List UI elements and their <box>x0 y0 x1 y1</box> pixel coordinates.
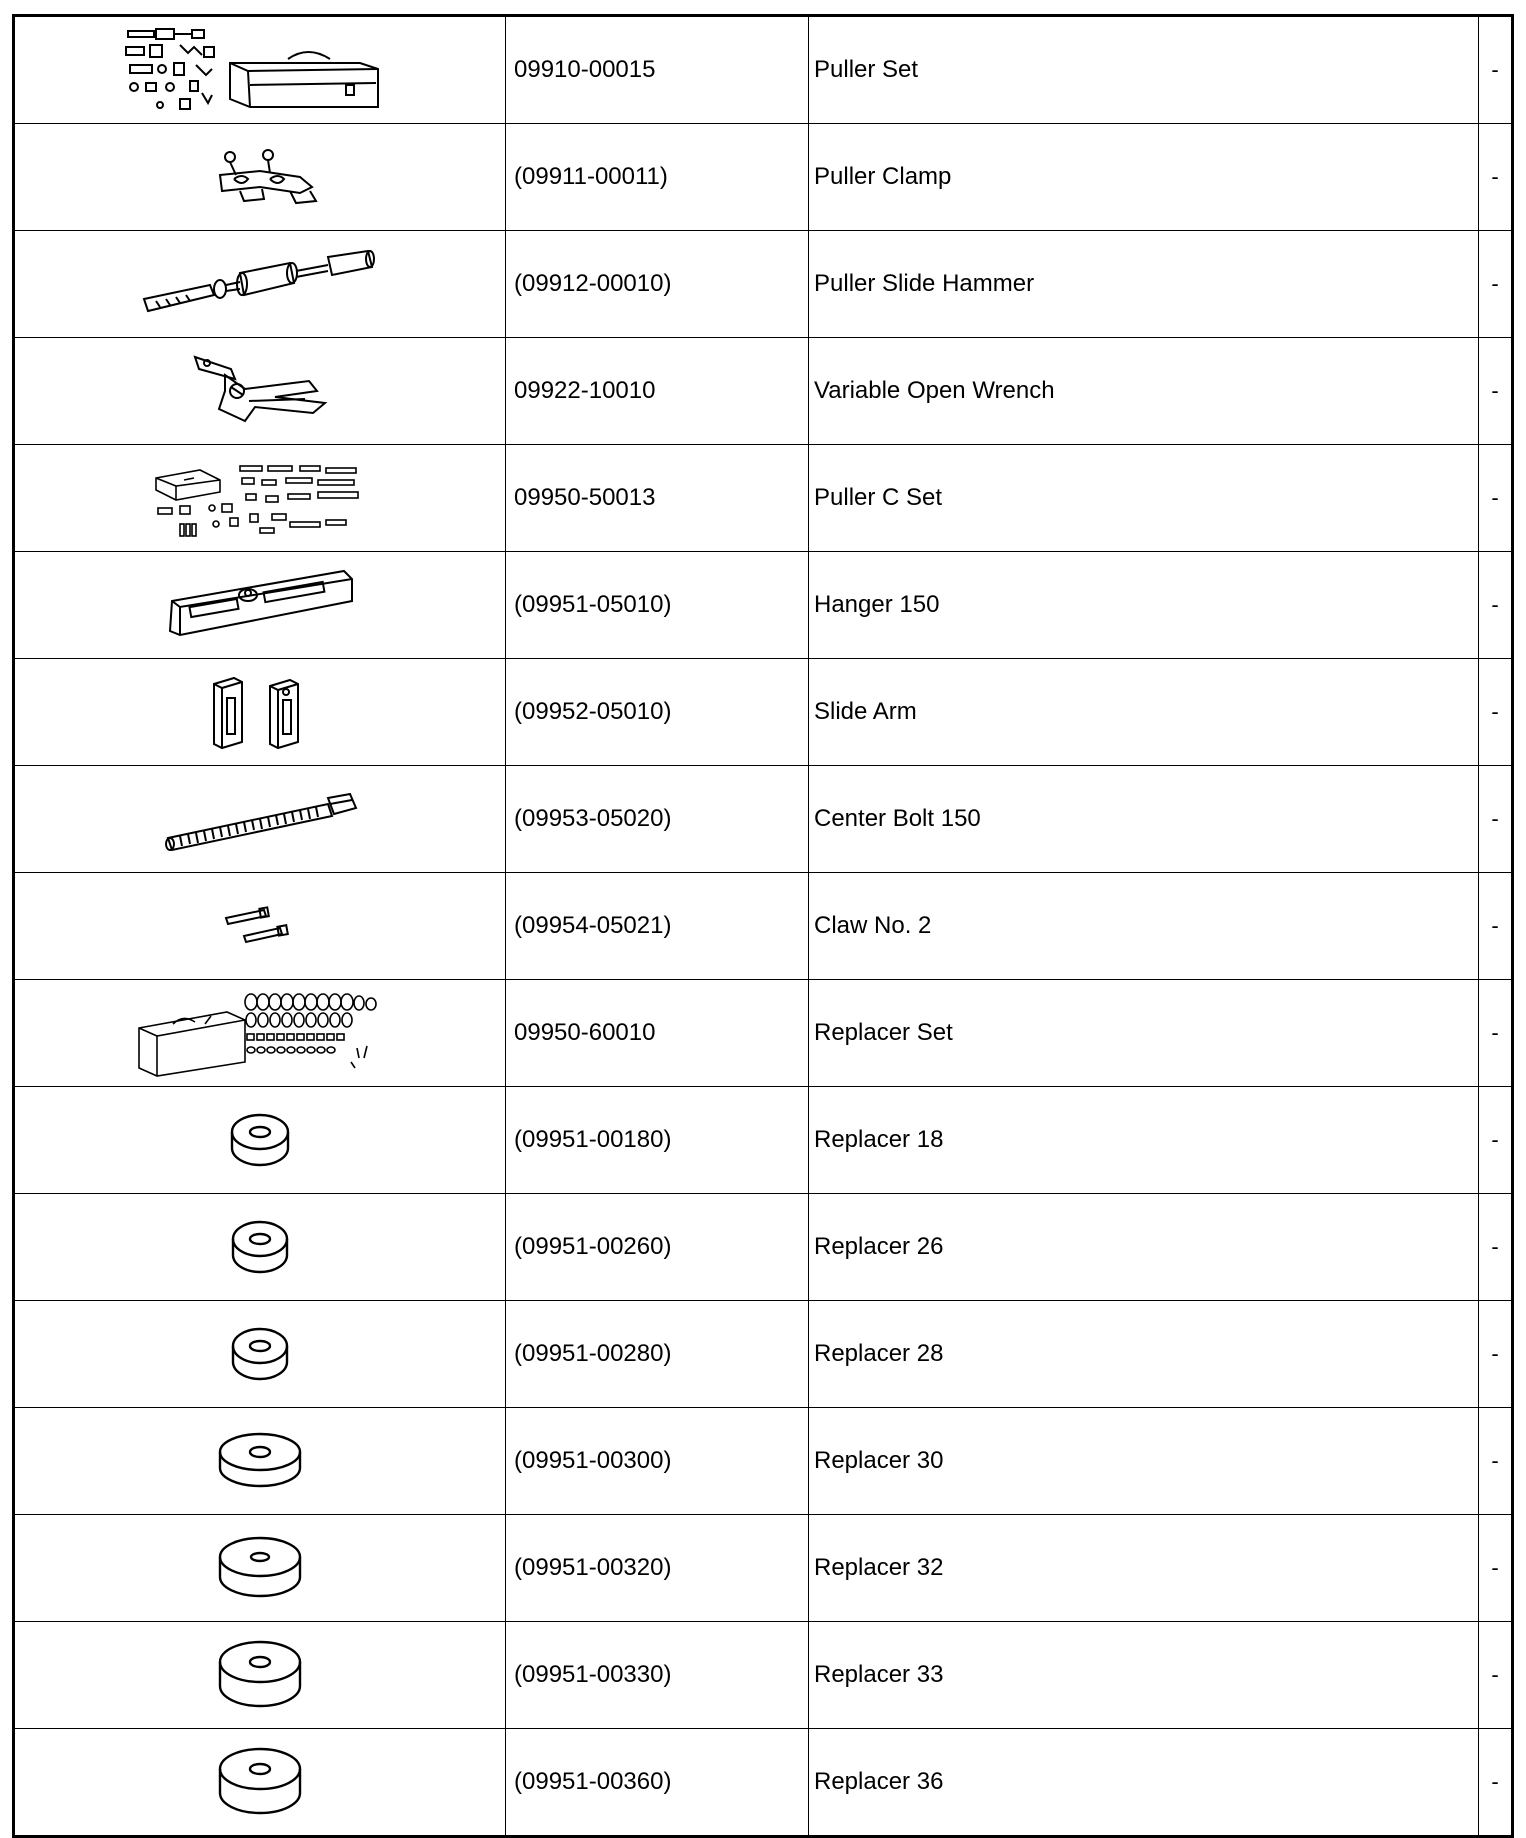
table-row <box>14 16 1513 124</box>
replacer-ring-icon <box>225 1324 295 1384</box>
part-number: (09951-00320) <box>506 1515 809 1622</box>
table-row <box>14 1515 1513 1622</box>
tool-note: - <box>1479 766 1513 873</box>
tool-name: Replacer 33 <box>809 1622 1479 1729</box>
tool-name: Puller Clamp <box>809 124 1479 231</box>
tool-illustration-cell <box>14 124 506 231</box>
tool-illustration-cell <box>14 1622 506 1729</box>
table-row <box>14 1194 1513 1301</box>
part-number: 09922-10010 <box>506 338 809 445</box>
tool-name: Puller Slide Hammer <box>809 231 1479 338</box>
tool-note: - <box>1479 1087 1513 1194</box>
slide-arm-icon <box>200 672 320 752</box>
tool-note: - <box>1479 1622 1513 1729</box>
part-number: 09950-60010 <box>506 980 809 1087</box>
tool-note: - <box>1479 16 1513 124</box>
tool-note: - <box>1479 659 1513 766</box>
table-row <box>14 1301 1513 1408</box>
table-row <box>14 338 1513 445</box>
open-wrench-icon <box>185 351 335 431</box>
table-row <box>14 980 1513 1087</box>
table-row <box>14 124 1513 231</box>
part-number: 09910-00015 <box>506 16 809 124</box>
special-tools-table <box>12 14 1514 1838</box>
tool-illustration-cell <box>14 552 506 659</box>
tool-name: Replacer 26 <box>809 1194 1479 1301</box>
part-number: (09953-05020) <box>506 766 809 873</box>
tool-illustration-cell <box>14 231 506 338</box>
tool-note: - <box>1479 124 1513 231</box>
replacer-ring-icon <box>214 1638 306 1712</box>
tool-illustration-cell <box>14 659 506 766</box>
part-number: (09954-05021) <box>506 873 809 980</box>
part-number: (09951-00330) <box>506 1622 809 1729</box>
tool-note: - <box>1479 873 1513 980</box>
hanger-icon <box>160 565 360 645</box>
replacer-ring-icon <box>214 1745 306 1819</box>
tool-name: Replacer 32 <box>809 1515 1479 1622</box>
center-bolt-icon <box>160 784 360 854</box>
table-row <box>14 231 1513 338</box>
tool-note: - <box>1479 338 1513 445</box>
table-row <box>14 552 1513 659</box>
part-number: 09950-50013 <box>506 445 809 552</box>
tool-name: Replacer 30 <box>809 1408 1479 1515</box>
tool-note: - <box>1479 1408 1513 1515</box>
tool-illustration-cell <box>14 766 506 873</box>
tool-note: - <box>1479 980 1513 1087</box>
tool-name: Replacer 36 <box>809 1729 1479 1837</box>
table-row <box>14 1087 1513 1194</box>
tool-illustration-cell <box>14 1515 506 1622</box>
part-number: (09951-00300) <box>506 1408 809 1515</box>
puller-clamp-icon <box>200 147 320 207</box>
table-row <box>14 873 1513 980</box>
tool-name: Replacer 18 <box>809 1087 1479 1194</box>
part-number: (09951-05010) <box>506 552 809 659</box>
tools-table-body <box>14 16 1513 1837</box>
part-number: (09952-05010) <box>506 659 809 766</box>
part-number: (09912-00010) <box>506 231 809 338</box>
puller-c-set-icon <box>150 458 370 538</box>
tool-name: Center Bolt 150 <box>809 766 1479 873</box>
tool-name: Claw No. 2 <box>809 873 1479 980</box>
tool-illustration-cell <box>14 1301 506 1408</box>
tool-illustration-cell <box>14 1408 506 1515</box>
part-number: (09951-00260) <box>506 1194 809 1301</box>
tool-illustration-cell <box>14 338 506 445</box>
table-row <box>14 1622 1513 1729</box>
tool-note: - <box>1479 552 1513 659</box>
tool-illustration-cell <box>14 445 506 552</box>
replacer-set-icon <box>135 988 385 1078</box>
replacer-ring-icon <box>214 1533 306 1603</box>
slide-hammer-icon <box>140 249 380 319</box>
tool-note: - <box>1479 1515 1513 1622</box>
part-number: (09951-00280) <box>506 1301 809 1408</box>
tool-name: Hanger 150 <box>809 552 1479 659</box>
part-number: (09951-00180) <box>506 1087 809 1194</box>
puller-set-icon <box>120 25 400 115</box>
tool-illustration-cell <box>14 1087 506 1194</box>
tool-illustration-cell <box>14 16 506 124</box>
tool-name: Variable Open Wrench <box>809 338 1479 445</box>
tool-illustration-cell <box>14 873 506 980</box>
tool-note: - <box>1479 231 1513 338</box>
table-row <box>14 1408 1513 1515</box>
tool-name: Slide Arm <box>809 659 1479 766</box>
tool-name: Puller Set <box>809 16 1479 124</box>
replacer-ring-icon <box>214 1430 306 1492</box>
tool-note: - <box>1479 1194 1513 1301</box>
tool-illustration-cell <box>14 1194 506 1301</box>
table-row <box>14 659 1513 766</box>
replacer-ring-icon <box>225 1110 295 1170</box>
tool-name: Replacer Set <box>809 980 1479 1087</box>
table-row <box>14 1729 1513 1837</box>
tool-illustration-cell <box>14 1729 506 1837</box>
tool-name: Replacer 28 <box>809 1301 1479 1408</box>
tool-note: - <box>1479 1729 1513 1837</box>
tool-note: - <box>1479 445 1513 552</box>
part-number: (09911-00011) <box>506 124 809 231</box>
replacer-ring-icon <box>225 1217 295 1277</box>
tool-illustration-cell <box>14 980 506 1087</box>
part-number: (09951-00360) <box>506 1729 809 1837</box>
tool-name: Puller C Set <box>809 445 1479 552</box>
claw-icon <box>220 906 300 946</box>
tool-note: - <box>1479 1301 1513 1408</box>
table-row <box>14 445 1513 552</box>
table-row <box>14 766 1513 873</box>
